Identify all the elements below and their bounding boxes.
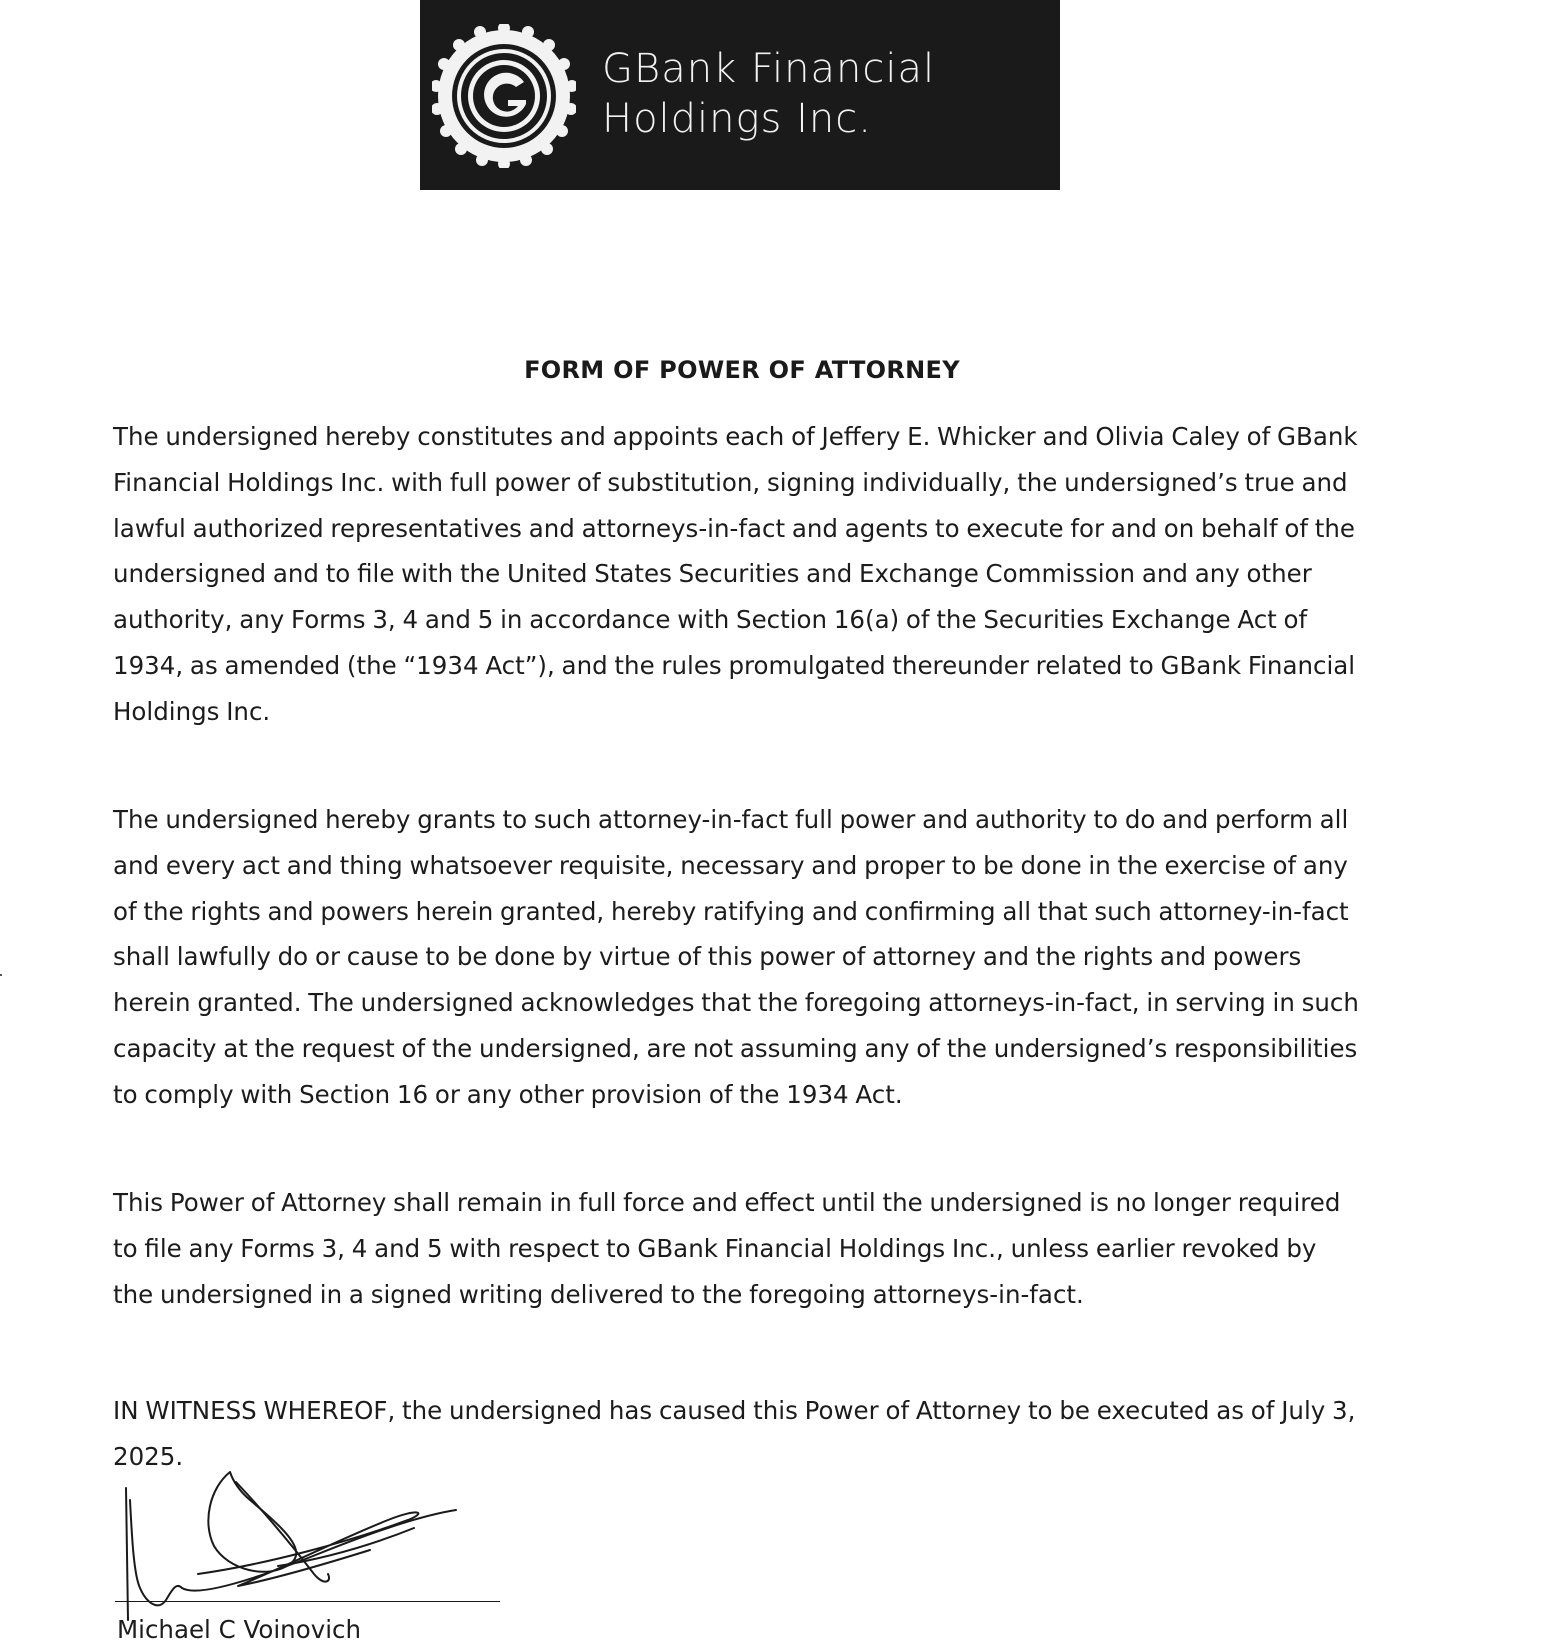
signer-name: Michael C Voinovich [117,1615,361,1644]
scan-artifact [0,974,2,976]
g-seal-logo-icon [432,24,576,168]
paragraph-grant-of-authority: The undersigned hereby grants to such attorney-in-fact full power and authority to do and perform all and every act and thing whatsoever requisite, necessary and proper to be done in the exercise of any of the rights and powers herein granted, hereby ratifying and confirming all that such attorney-in-fact shall lawfully do or cause to be done by virtue of this power of attorney and the rights and powers herein granted. The undersigned acknowledges that the foregoing attorneys-in-fact, in serving in such capacity at the request of the undersigned, are not assuming any of the undersigned’s responsibilities to comply with Section 16 or any other provision of the 1934 Act. [113,805,1359,1109]
logo-line-1: GBank Financial [602,46,936,92]
paragraph-witness: IN WITNESS WHEREOF, the undersigned has caused this Power of Attorney to be executed as of July 3, 2025. [113,1396,1356,1471]
company-logo-banner [420,0,1060,190]
company-logo-wordmark [602,44,935,144]
paragraph-duration: This Power of Attorney shall remain in full force and effect until the undersigned is no longer required to file any Forms 3, 4 and 5 with respect to GBank Financial Holdings Inc., unless earlier revoked by the undersigned in a signed writing delivered to the foregoing attorneys-in-fact. [113,1188,1341,1309]
paragraph-appointment: The undersigned hereby constitutes and appoints each of Jeffery E. Whicker and Olivia Caley of GBank Financial Holdings Inc. with full power of substitution, signing individually, the undersigned’s true and lawful authorized representatives and attorneys-in-fact and agents to execute for and on behalf of the undersigned and to file with the United States Securities and Exchange Commission and any other authority, any Forms 3, 4 and 5 in accordance with Section 16(a) of the Securities Exchange Act of 1934, as amended (the “1934 Act”), and the rules promulgated thereunder related to GBank Financial Holdings Inc. [113,422,1358,726]
handwritten-signature [118,1470,468,1630]
document-title: FORM OF POWER OF ATTORNEY [524,356,960,384]
signature-line [115,1601,500,1602]
logo-line-2: Holdings Inc. [602,96,872,142]
